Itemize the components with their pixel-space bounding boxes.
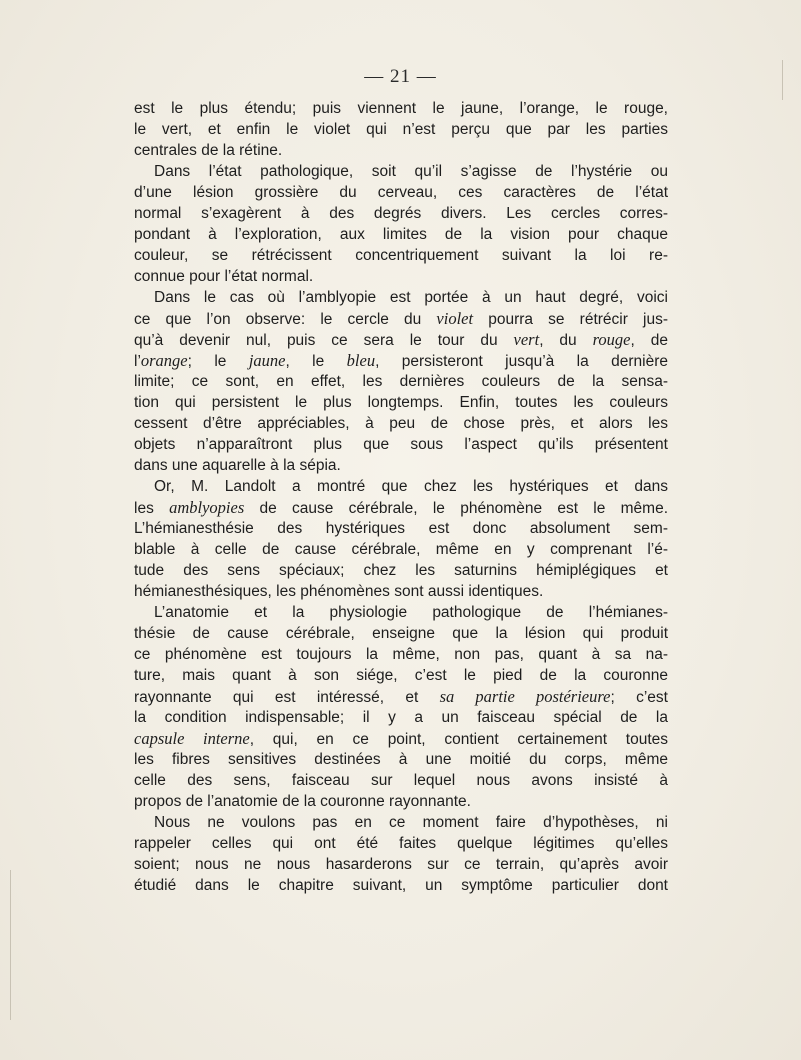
text-line: étudié dans le chapitre suivant, un symptôme particulier dont [134, 877, 668, 894]
text-line: les amblyopies de cause cérébrale, le phénomène est le même. [134, 498, 668, 517]
text-line: Dans le cas où l’amblyopie est portée à un haut degré, voici [154, 289, 668, 306]
text-line: rayonnante qui est intéressé, et sa partie postérieure; c’est [134, 687, 668, 706]
text-line: propos de l’anatomie de la couronne rayonnante. [134, 793, 471, 810]
text-line: objets n’apparaîtront plus que sous l’aspect qu’ils présentent [134, 436, 668, 453]
text-line: soient; nous ne nous hasarderons sur ce terrain, qu’après avoir [134, 856, 668, 873]
page-number: — 21 — [364, 66, 437, 87]
text-line: l’orange; le jaune, le bleu, persisteront jusqu’à la dernière [134, 351, 669, 370]
text-line: tion qui persistent le plus longtemps. Enfin, toutes les couleurs [134, 394, 668, 411]
text-line: pondant à l’exploration, aux limites de la vision pour chaque [134, 226, 668, 243]
text-line: la condition indispensable; il y a un faisceau spécial de la [134, 709, 668, 726]
text-line: cessent d’être appréciables, à peu de chose près, et alors les [134, 415, 668, 432]
text-line: capsule interne, qui, en ce point, contient certainement toutes [134, 729, 669, 748]
page-edge-mark [10, 870, 11, 1020]
text-line: Nous ne voulons pas en ce moment faire d’hypothèses, ni [154, 814, 668, 831]
text-line: le vert, et enfin le violet qui n’est perçu que par les parties [134, 121, 668, 138]
text-line: couleur, se rétrécissent concentriquement suivant la loi re- [134, 247, 668, 264]
text-line: normal s’exagèrent à des degrés divers. Les cercles corres- [134, 205, 668, 222]
text-line: centrales de la rétine. [134, 142, 283, 159]
text-line: limite; ce sont, en effet, les dernières couleurs de la sensa- [134, 373, 668, 390]
text-line: connue pour l’état normal. [134, 268, 314, 285]
body-text [134, 98, 668, 896]
text-line: hémianesthésiques, les phénomènes sont aussi identiques. [134, 583, 544, 600]
text-line: L’hémianesthésie des hystériques est donc absolument sem- [134, 520, 668, 537]
text-line: ture, mais quant à son siége, c’est le pied de la couronne [134, 667, 668, 684]
text-line: rappeler celles qui ont été faites quelque légitimes qu’elles [134, 835, 668, 852]
text-line: tude des sens spéciaux; chez les saturnins hémiplégiques et [134, 562, 668, 579]
text-line: celle des sens, faisceau sur lequel nous avons insisté à [134, 772, 668, 789]
text-line: blable à celle de cause cérébrale, même en y comprenant l’é- [134, 541, 668, 558]
text-line: qu’à devenir nul, puis ce sera le tour du vert, du rouge, de [134, 330, 668, 349]
text-line: L’anatomie et la physiologie pathologique de l’hémianes- [154, 604, 668, 621]
text-line: ce que l’on observe: le cercle du violet pourra se rétrécir jus- [134, 309, 668, 328]
text-line: est le plus étendu; puis viennent le jaune, l’orange, le rouge, [134, 100, 668, 117]
text-line: thésie de cause cérébrale, enseigne que la lésion qui produit [134, 625, 668, 642]
text-line: ce phénomène est toujours la même, non pas, quant à sa na- [134, 646, 668, 663]
text-line: Or, M. Landolt a montré que chez les hystériques et dans [154, 478, 668, 495]
page-edge-mark [782, 60, 783, 100]
text-line: Dans l’état pathologique, soit qu’il s’agisse de l’hystérie ou [154, 163, 668, 180]
text-line: les fibres sensitives destinées à une moitié du corps, même [134, 751, 668, 768]
text-line: d’une lésion grossière du cerveau, ces caractères de l’état [134, 184, 668, 201]
text-line: dans une aquarelle à la sépia. [134, 457, 341, 474]
